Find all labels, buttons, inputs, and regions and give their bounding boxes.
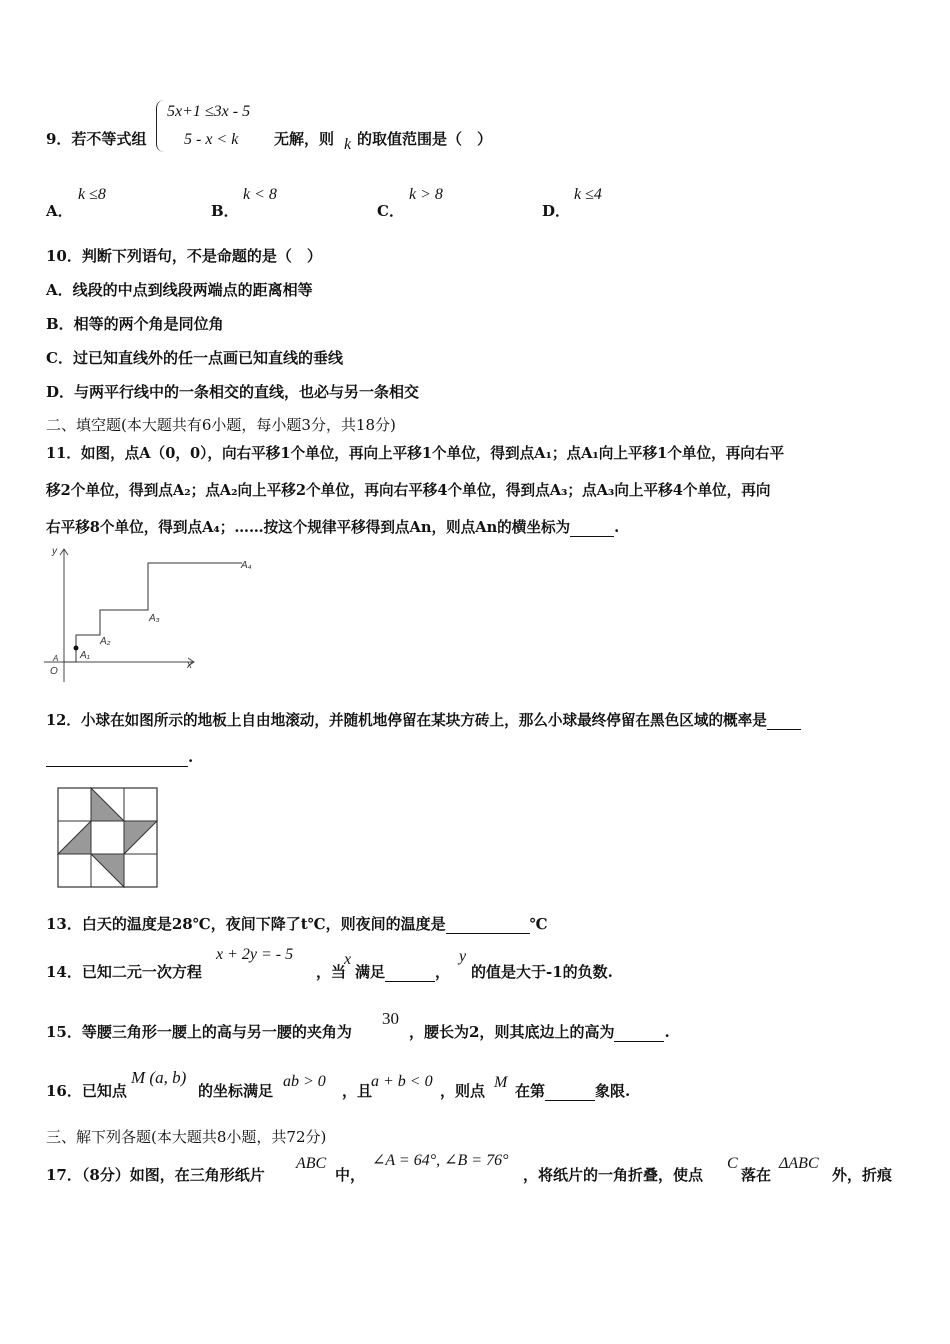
q11-line-3-end: .: [614, 519, 620, 536]
q16-mid-1: 的坐标满足: [198, 1082, 274, 1100]
point-a2-label: A₂: [100, 636, 111, 647]
q9-option-b-label: B．: [211, 202, 239, 220]
q9-suffix: 的取值范围是（ ）: [357, 130, 493, 148]
q15-prefix: 15．等腰三角形一腰上的高与另一腰的夹角为: [46, 1023, 352, 1041]
q17-mid-1: 中，: [335, 1166, 366, 1184]
q13-text: 13．白天的温度是28℃，夜间下降了t℃，则夜间的温度是: [46, 915, 446, 933]
q9-inequality-2: 5 - x < k: [184, 131, 239, 148]
q15-suffix: ，腰长为2，则其底边上的高为: [409, 1023, 615, 1041]
q9-option-a-value: k ≤8: [78, 186, 106, 203]
q9-middle: 无解，则: [274, 130, 335, 148]
q17-abc: ABC: [296, 1155, 327, 1172]
q12-line-1: [46, 709, 801, 730]
point-a4-label: A₄: [241, 560, 252, 571]
q14-answer-blank[interactable]: [385, 963, 435, 982]
q14-suffix: 的值是大于-1的负数.: [471, 963, 613, 981]
q17-mid-3: 落在: [741, 1166, 772, 1184]
q17-c: C: [727, 1155, 738, 1172]
q16-answer-blank[interactable]: [545, 1082, 595, 1101]
q9-option-c-label: C．: [377, 202, 404, 220]
q9-option-c-value: k > 8: [409, 186, 443, 203]
q13-line: [46, 913, 548, 934]
q12-line-2: [46, 748, 193, 767]
q16-m: M: [494, 1074, 508, 1091]
q9-option-b-value: k < 8: [243, 186, 277, 203]
q9-option-d-value: k ≤4: [574, 186, 602, 203]
q9-k: k: [344, 136, 352, 153]
q11-answer-blank[interactable]: [570, 519, 614, 537]
point-a1: [74, 646, 79, 651]
q15-angle: 30: [382, 1009, 399, 1028]
q12-line-2-end: .: [188, 748, 194, 766]
q17-mid-2: ，将纸片的一角折叠，使点: [523, 1166, 704, 1184]
q16-cond-1: ab > 0: [283, 1073, 326, 1090]
q17-prefix: 17．（8分）如图，在三角形纸片: [46, 1166, 265, 1184]
q12-answer-blank-a[interactable]: [767, 712, 801, 730]
q17-angles: ∠A = 64°, ∠B = 76°: [372, 1152, 509, 1169]
q17-suffix: 外，折痕: [832, 1166, 893, 1184]
system-brace: [156, 100, 165, 152]
y-axis-label: y: [52, 546, 57, 557]
q13-unit: ℃: [529, 915, 548, 933]
q16-mid-2: ，且: [342, 1082, 373, 1100]
q16-prefix: 16．已知点: [46, 1082, 127, 1100]
q10-option-a: A．线段的中点到线段两端点的距离相等: [46, 281, 313, 299]
q16-point: M (a, b): [131, 1068, 187, 1087]
q16-mid-3: ，则点: [440, 1082, 486, 1100]
q11-line-2: 移2个单位，得到点A₂；点A₂向上平移2个单位，再向右平移4个单位，得到点A₃；点A₃向上平移4个单位，再向: [46, 482, 771, 499]
origin-label: O: [50, 666, 58, 677]
q10-option-b: B．相等的两个角是同位角: [46, 315, 224, 333]
q14-prefix: 14．已知二元一次方程: [46, 963, 202, 981]
q10-option-c: C．过已知直线外的任一点画已知直线的垂线: [46, 349, 343, 367]
point-a-label: A: [53, 654, 59, 663]
q15-answer-blank[interactable]: [614, 1023, 664, 1042]
q12-text: 12．小球在如图所示的地板上自由地滚动，并随机地停留在某块方砖上，那么小球最终停留在黑色区域的概率是: [46, 712, 767, 729]
q12-floor-figure: [57, 787, 159, 889]
q15-end: .: [664, 1023, 670, 1041]
q9-option-a-label: A．: [46, 202, 73, 220]
q17-triangle: ΔABC: [779, 1155, 819, 1172]
q16-mid-4: 在第: [515, 1082, 546, 1100]
q13-answer-blank[interactable]: [446, 915, 530, 934]
q16-cond-2: a + b < 0: [371, 1073, 433, 1090]
q10-stem: 10．判断下列语句，不是命题的是（ ）: [46, 247, 322, 265]
q10-option-d: D．与两平行线中的一条相交的直线，也必与另一条相交: [46, 383, 420, 401]
q11-line-3: [46, 516, 619, 537]
point-a3-label: A₃: [149, 613, 160, 624]
q15-rest: [409, 1021, 670, 1042]
floor-border: [58, 788, 157, 887]
q14-comma: ，: [435, 963, 451, 981]
q14-equation: x + 2y = - 5: [216, 946, 294, 963]
x-axis-label: x: [187, 660, 192, 671]
q11-staircase-figure: [44, 544, 260, 684]
q16-rest: [515, 1080, 630, 1101]
q14-y: y: [459, 948, 467, 965]
point-a1-label: A₁: [80, 650, 90, 661]
q12-answer-blank-b[interactable]: [46, 748, 188, 767]
q14-mid-1: ，当: [316, 963, 347, 981]
q9-prefix: 9．若不等式组: [46, 130, 147, 148]
q11-line-1: 11．如图，点A（0，0），向右平移1个单位，再向上平移1个单位，得到点A₁；点A₁向上平移1个单位，再向右平: [46, 445, 785, 462]
section-2-heading: 二、填空题(本大题共有6小题，每小题3分，共18分): [46, 416, 396, 434]
q9-inequality-1: 5x+1 ≤3x - 5: [167, 103, 251, 120]
q11-line-3-text: 右平移8个单位，得到点A₄；……按这个规律平移得到点An，则点An的横坐标为: [46, 519, 571, 536]
q14-mid-block: [355, 961, 450, 982]
q16-suffix: 象限.: [595, 1082, 631, 1100]
q14-mid-2: 满足: [355, 963, 386, 981]
q14-x: x: [344, 951, 352, 968]
section-3-heading: 三、解下列各题(本大题共8小题，共72分): [46, 1128, 327, 1146]
q9-option-d-label: D．: [542, 202, 571, 220]
